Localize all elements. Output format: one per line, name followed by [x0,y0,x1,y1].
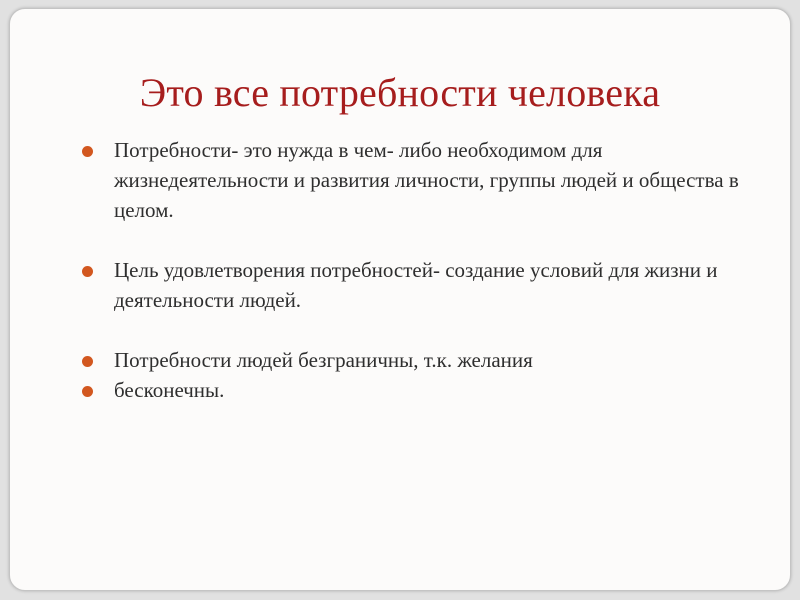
bullet-text: Цель удовлетворения потребностей- создание условий для жизни и деятельности людей. [114,258,718,312]
bullet-list [82,135,762,405]
bullet-marker [82,356,93,367]
slide-title: Это все потребности человека [139,70,661,115]
bullet-marker [82,386,93,397]
bullet-text: бесконечны. [114,378,225,402]
bullet-item [82,345,762,375]
slide [9,8,791,591]
bullet-item [82,255,762,315]
bullet-marker [82,146,93,157]
bullet-item [82,375,762,405]
bullet-text: Потребности людей безграничны, т.к. желания [114,348,533,372]
bullet-item [82,135,762,225]
bullet-text: Потребности- это нужда в чем- либо необходимом для жизнедеятельности и развития личности, группы людей и общества в целом. [114,138,739,222]
bullet-marker [82,266,93,277]
